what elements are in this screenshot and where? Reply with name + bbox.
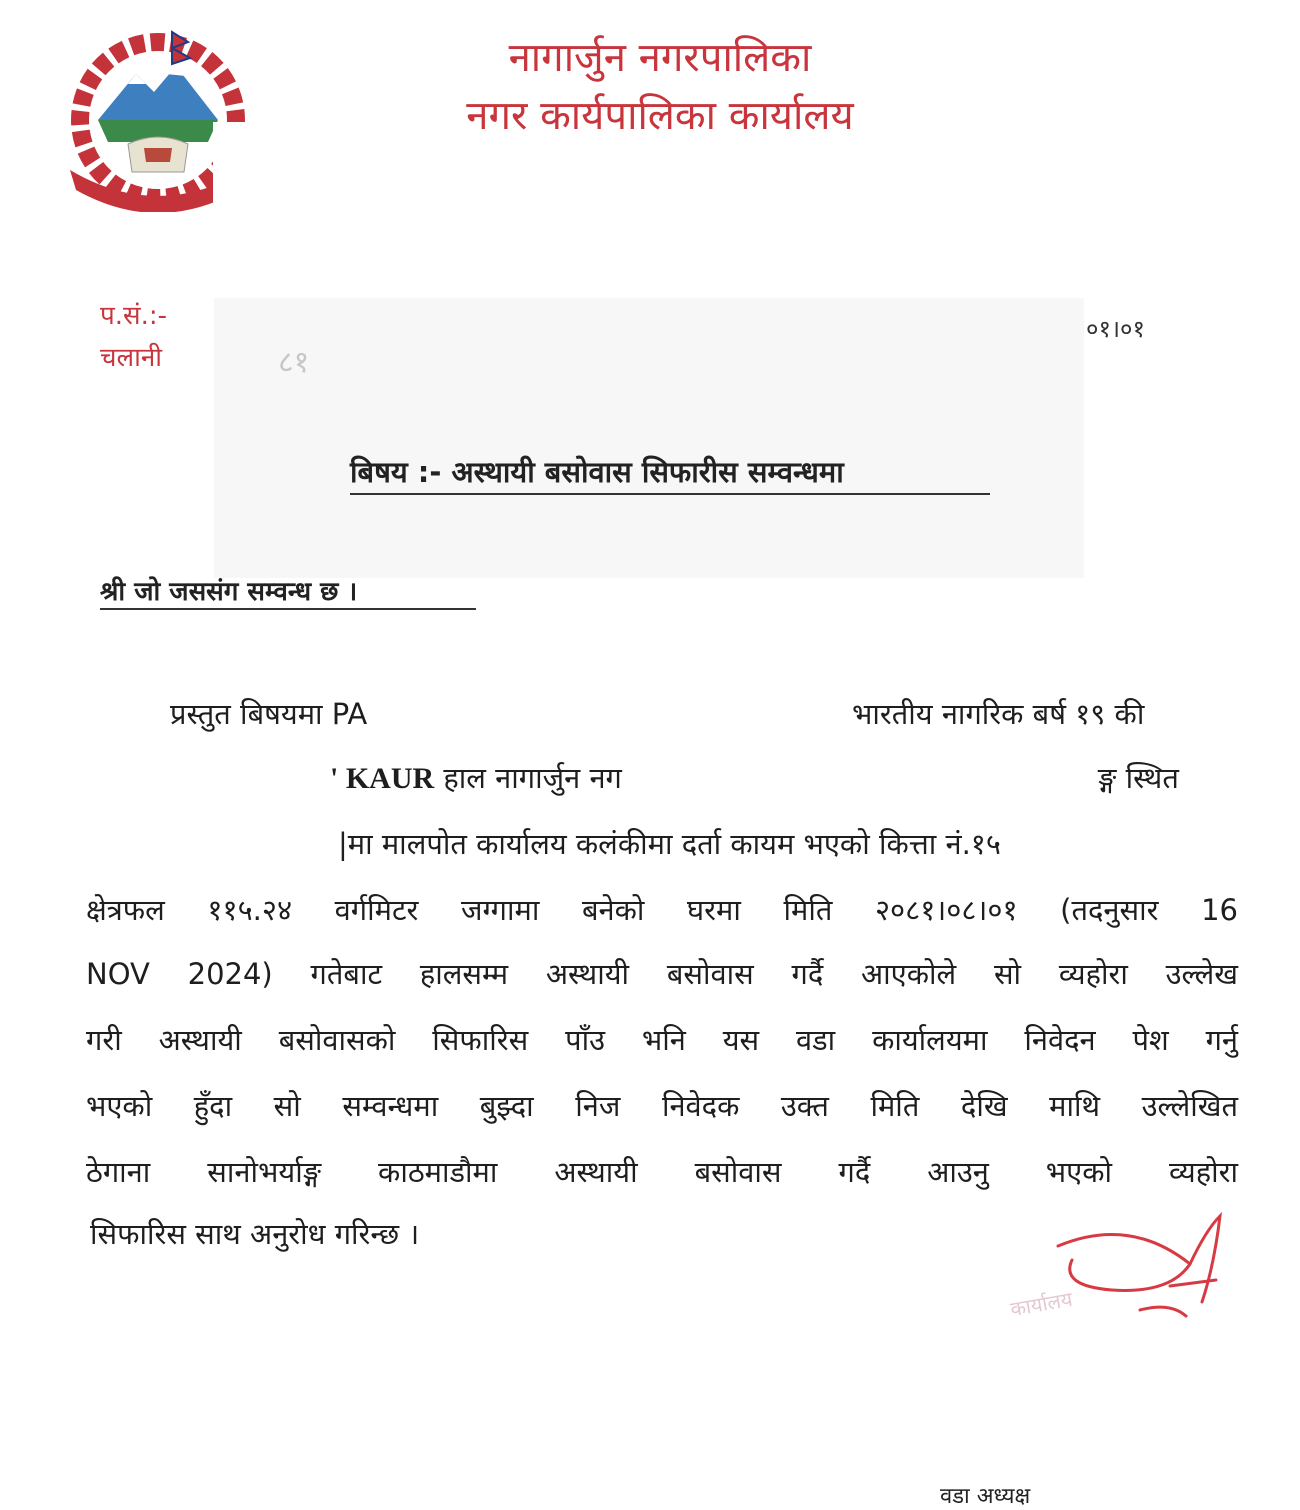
body-line-1-end: भारतीय नागरिक बर्ष १९ की: [852, 697, 1145, 731]
signature: [1020, 1206, 1280, 1346]
redacted-region: [214, 298, 1084, 578]
office-stamp: कार्यालय: [1008, 1286, 1075, 1322]
salutation: श्री जो जससंग सम्वन्ध छ ।: [100, 572, 476, 610]
body-line-5: NOV 2024) गतेबाट हालसम्म अस्थायी बसोवास गर्दै आएकोले सो व्यहोरा उल्लेख: [86, 957, 1239, 991]
body-line-7: भएको हुँदा सो सम्वन्धमा बुझ्दा निज निवेदक उक्त मिति देखि माथि उल्लेखित: [86, 1089, 1238, 1123]
nepal-government-emblem-icon: [58, 22, 258, 212]
office-name: नगर कार्यपालिका कार्यालय: [466, 93, 854, 139]
applicant-name: ' KAUR: [330, 762, 435, 795]
body-line-3: |मा मालपोत कार्यालय कलंकीमा दर्ता कायम भएको कित्ता नं.१५: [338, 827, 1001, 861]
body-line-2-end: ङ्ग स्थित: [1098, 761, 1179, 795]
letter-date: ०१।०१: [1086, 315, 1146, 343]
handwritten-number: ८१: [278, 345, 310, 380]
body-line-8: ठेगाना सानोभर्याङ्ग काठमाडौमा अस्थायी बसोवास गर्दै आउनु भएको व्यहोरा: [86, 1155, 1238, 1189]
body-line-1-start: प्रस्तुत बिषयमा PA: [170, 697, 368, 731]
body-line-2-start: [330, 758, 622, 797]
signatory-title: वडा अध्यक्ष: [940, 1484, 1031, 1509]
body-line-2-text: हाल नागार्जुन नग: [434, 761, 622, 795]
body-line-6: गरी अस्थायी बसोवासको सिफारिस पाँउ भनि यस वडा कार्यालयमा निवेदन पेश गर्नु: [86, 1023, 1238, 1057]
subject-line: बिषय :- अस्थायी बसोवास सिफारीस सम्वन्धमा: [350, 452, 990, 495]
municipality-name: नागार्जुन नगरपालिका: [508, 35, 812, 81]
dispatch-number-label: चलानी: [100, 343, 163, 373]
letter-number-label: प.सं.:-: [100, 301, 168, 331]
body-line-9: सिफारिस साथ अनुरोध गरिन्छ ।: [90, 1217, 420, 1251]
body-line-4: क्षेत्रफल ११५.२४ वर्गमिटर जग्गामा बनेको घरमा मिति २०८१।०८।०१ (तदनुसार 16: [86, 893, 1238, 927]
